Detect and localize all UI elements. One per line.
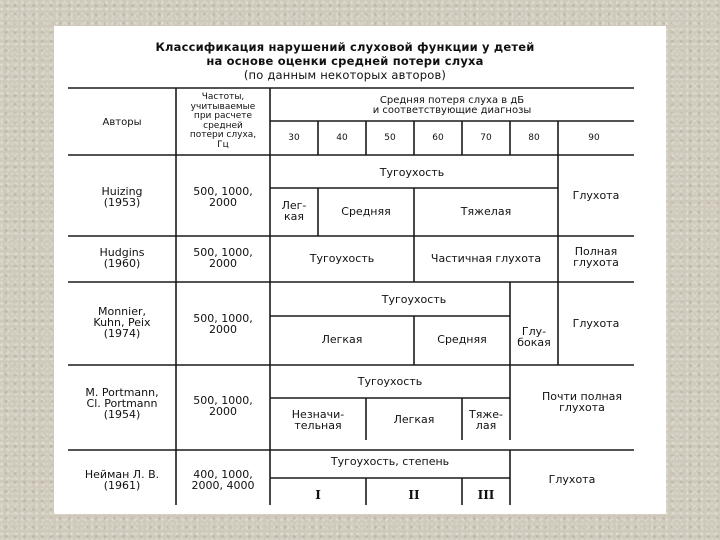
header-authors: Авторы	[102, 117, 142, 128]
deafness-cell: Полная глухота	[573, 245, 619, 269]
header-loss: Средняя потеря слуха в дБ и соответствующие диагнозы	[372, 95, 532, 116]
row-frequencies: 500, 1000, 2000	[193, 394, 253, 418]
db-value: 30	[288, 133, 300, 143]
title-line-1: Классификация нарушений слуховой функции у детей	[155, 40, 535, 54]
row-author: Huizing (1953)	[101, 185, 143, 209]
hearing-loss-span-label: Тугоухость	[381, 293, 447, 306]
diagnosis-cell: Тяже- лая	[469, 408, 503, 432]
db-value: 90	[588, 133, 600, 143]
diagnosis-cell: Тугоухость	[309, 252, 375, 265]
diagnosis-cell: Лег- кая	[281, 199, 307, 223]
degree-cell: III	[477, 488, 495, 502]
row-author: Нейман Л. В. (1961)	[84, 468, 160, 492]
degree-cell: I	[315, 488, 321, 502]
row-frequencies: 400, 1000, 2000, 4000	[191, 468, 255, 492]
title-line-2: на основе оценки средней потери слуха	[206, 54, 484, 68]
db-value: 40	[336, 133, 348, 143]
db-value: 60	[432, 133, 444, 143]
db-value: 50	[384, 133, 396, 143]
diagnosis-cell: Средняя	[341, 205, 391, 218]
hearing-loss-span-label: Тугоухость	[357, 375, 423, 388]
diagnosis-cell: Легкая	[393, 413, 435, 426]
hearing-loss-span-label: Тугоухость, степень	[330, 455, 450, 468]
deafness-cell: Почти полная глухота	[541, 390, 623, 414]
row-author: Monnier, Kuhn, Peix (1974)	[93, 305, 151, 340]
diagnosis-cell: Легкая	[321, 333, 363, 346]
db-value: 70	[480, 133, 492, 143]
diagnosis-cell: Глу- бокая	[517, 325, 551, 349]
deafness-cell: Глухота	[572, 189, 620, 202]
row-author: M. Portmann, Cl. Portmann (1954)	[85, 386, 159, 421]
deafness-cell: Глухота	[548, 473, 596, 486]
header-frequencies: Частоты, учитываемые при расчете средней потери слуха, Гц	[189, 92, 257, 150]
db-value: 80	[528, 133, 540, 143]
diagnosis-cell: Тяжелая	[460, 205, 512, 218]
row-frequencies: 500, 1000, 2000	[193, 312, 253, 336]
diagnosis-cell: Частичная глухота	[430, 252, 542, 265]
title-line-3: (по данным некоторых авторов)	[243, 68, 447, 82]
deafness-cell: Глухота	[572, 317, 620, 330]
row-frequencies: 500, 1000, 2000	[193, 185, 253, 209]
diagnosis-cell: Средняя	[437, 333, 487, 346]
hearing-loss-span-label: Тугоухость	[379, 166, 445, 179]
diagnosis-cell: Незначи- тельная	[291, 408, 345, 432]
row-author: Hudgins (1960)	[99, 246, 145, 270]
row-frequencies: 500, 1000, 2000	[193, 246, 253, 270]
degree-cell: II	[408, 488, 420, 502]
